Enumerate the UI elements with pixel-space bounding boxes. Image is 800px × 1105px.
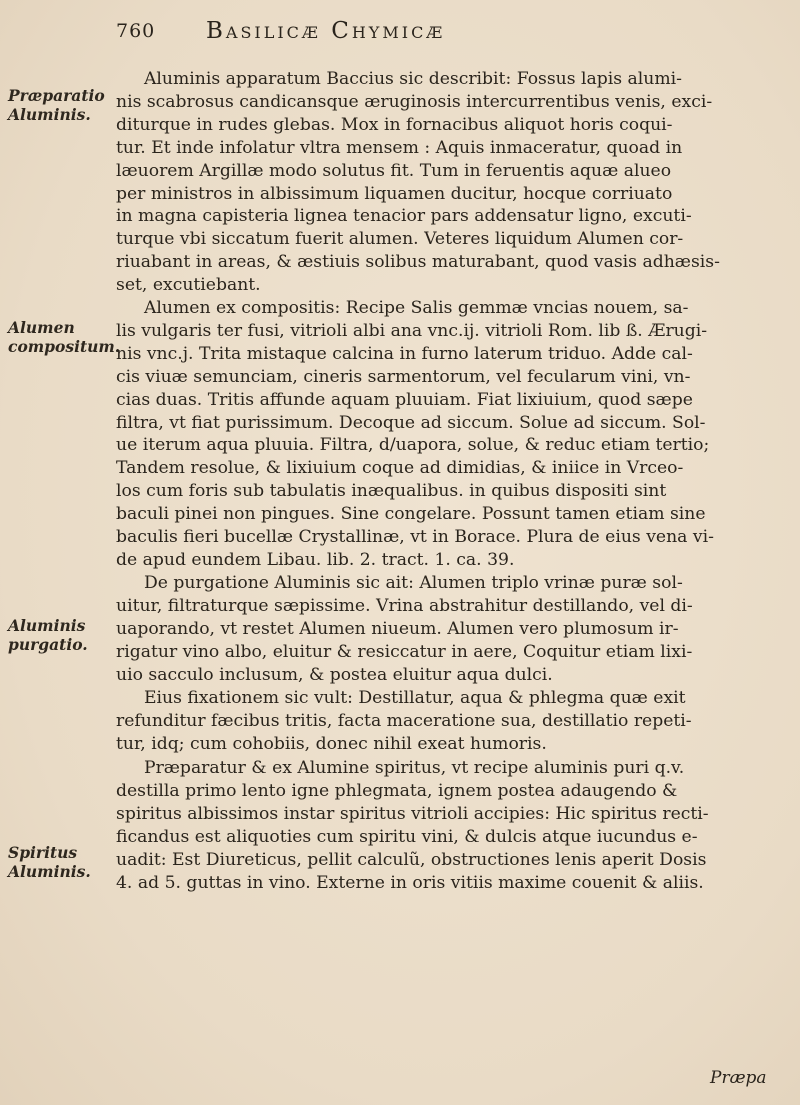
paragraph-spiritus — [116, 757, 788, 894]
text-line: baculis fieri bucellæ Crystallinæ, vt in Borace. Plura de eius vena vi- — [116, 527, 714, 548]
paragraph-purgatio — [116, 572, 788, 687]
text-line: De purgatione Aluminis sic ait: Alumen triplo vrinæ puræ sol- — [144, 573, 683, 593]
text-line: diturque in rudes glebas. Mox in fornacibus aliquot horis coqui- — [116, 114, 673, 135]
text-line: 4. ad 5. guttas in vino. Externe in oris vitiis maxime couenit & aliis. — [116, 872, 704, 893]
text-line: ue iterum aqua pluuia. Filtra, d/uapora, solue, & reduc etiam tertio; — [116, 435, 710, 456]
text-line: set, excutiebant. — [116, 275, 261, 296]
paragraph-praeparatio — [116, 68, 788, 297]
text-line: Aluminis apparatum Baccius sic describit: Fossus lapis alumi- — [144, 69, 682, 89]
sidenote-line: Præparatio — [8, 86, 105, 105]
sidenote-praeparatio — [8, 86, 108, 124]
running-head: Basilicæ Chymicæ — [206, 18, 446, 44]
text-line: Præparatur & ex Alumine spiritus, vt recipe aluminis puri q.v. — [144, 758, 685, 778]
text-line: uaporando, vt restet Alumen niueum. Alumen vero plumosum ir- — [116, 618, 679, 639]
catchword: Præpa — [710, 1068, 767, 1088]
sidenote-alumen-compositum — [8, 318, 121, 356]
text-line: cias duas. Tritis affunde aquam pluuiam. Fiat lixiuium, quod sæpe — [116, 389, 693, 410]
text-line: nis scabrosus candicansque æruginosis intercurrentibus venis, exci- — [116, 91, 713, 112]
sidenote-line: Aluminis — [8, 616, 86, 635]
text-line: spiritus albissimos instar spiritus vitrioli accipies: Hic spiritus recti- — [116, 803, 709, 824]
sidenote-line: Alumen — [8, 318, 75, 337]
sidenote-purgatio — [8, 616, 108, 654]
text-line: turque vbi siccatum fuerit alumen. Veteres liquidum Alumen cor- — [116, 229, 684, 250]
sidenote-line: compositum. — [8, 337, 121, 356]
text-line: refunditur fæcibus tritis, facta maceratione sua, destillatio repeti- — [116, 710, 692, 731]
text-line: filtra, vt fiat purissimum. Decoque ad siccum. Solue ad siccum. Sol- — [116, 412, 706, 433]
paragraph-fixatio — [116, 687, 788, 756]
text-line: rigatur vino albo, eluitur & resiccatur in aere, Coquitur etiam lixi- — [116, 641, 693, 662]
paragraph-alumen-compositum — [116, 297, 788, 572]
text-line: los cum foris sub tabulatis inæqualibus. in quibus dispositi sint — [116, 481, 667, 502]
text-line: tur, idq; cum cohobiis, donec nihil exeat humoris. — [116, 733, 547, 754]
sidenote-line: Aluminis. — [8, 105, 91, 124]
text-line: læuorem Argillæ modo solutus fit. Tum in feruentis aquæ alueo — [116, 160, 672, 181]
text-line: destilla primo lento igne phlegmata, ignem postea adaugendo & — [116, 780, 678, 801]
text-line: de apud eundem Libau. lib. 2. tract. 1. ca. 39. — [116, 549, 515, 570]
text-line: lis vulgaris ter fusi, vitrioli albi ana vnc.ij. vitrioli Rom. lib ß. Ærugi- — [116, 320, 708, 341]
text-line: Alumen ex compositis: Recipe Salis gemmæ vncias nouem, sa- — [144, 298, 689, 318]
text-line: uio sacculo inclusum, & postea eluitur aqua dulci. — [116, 664, 553, 685]
text-line: in magna capisteria lignea tenacior pars addensatur ligno, excuti- — [116, 206, 692, 227]
text-line: tur. Et inde infolatur vltra mensem : Aquis inmaceratur, quoad in — [116, 137, 683, 158]
text-line: Eius fixationem sic vult: Destillatur, aqua & phlegma quæ exit — [144, 688, 686, 708]
text-line: Tandem resolue, & lixiuium coque ad dimidias, & iniice in Vrceo- — [116, 458, 684, 479]
sidenote-line: Aluminis. — [8, 862, 91, 881]
sidenote-line: Spiritus — [8, 843, 78, 862]
text-line: per ministros in albissimum liquamen ducitur, hocque corriuato — [116, 183, 673, 204]
text-line: ficandus est aliquoties cum spiritu vini, & dulcis atque iucundus e- — [116, 826, 698, 847]
text-line: riuabant in areas, & æstiuis solibus maturabant, quod vasis adhæsis- — [116, 252, 720, 273]
page-number: 760 — [116, 20, 156, 42]
page-header — [116, 14, 766, 48]
sidenote-line: purgatio. — [8, 635, 88, 654]
text-line: nis vnc.j. Trita mistaque calcina in furno laterum triduo. Adde cal- — [116, 343, 693, 364]
text-line: baculi pinei non pingues. Sine congelare. Possunt tamen etiam sine — [116, 504, 706, 525]
sidenote-spiritus — [8, 843, 108, 881]
text-line: uitur, filtraturque sæpissime. Vrina abstrahitur destillando, vel di- — [116, 595, 693, 616]
text-line: cis viuæ semunciam, cineris sarmentorum, vel fecularum vini, vn- — [116, 366, 691, 387]
text-line: uadit: Est Diureticus, pellit calculũ, obstructiones lenis aperit Dosis — [116, 849, 707, 870]
